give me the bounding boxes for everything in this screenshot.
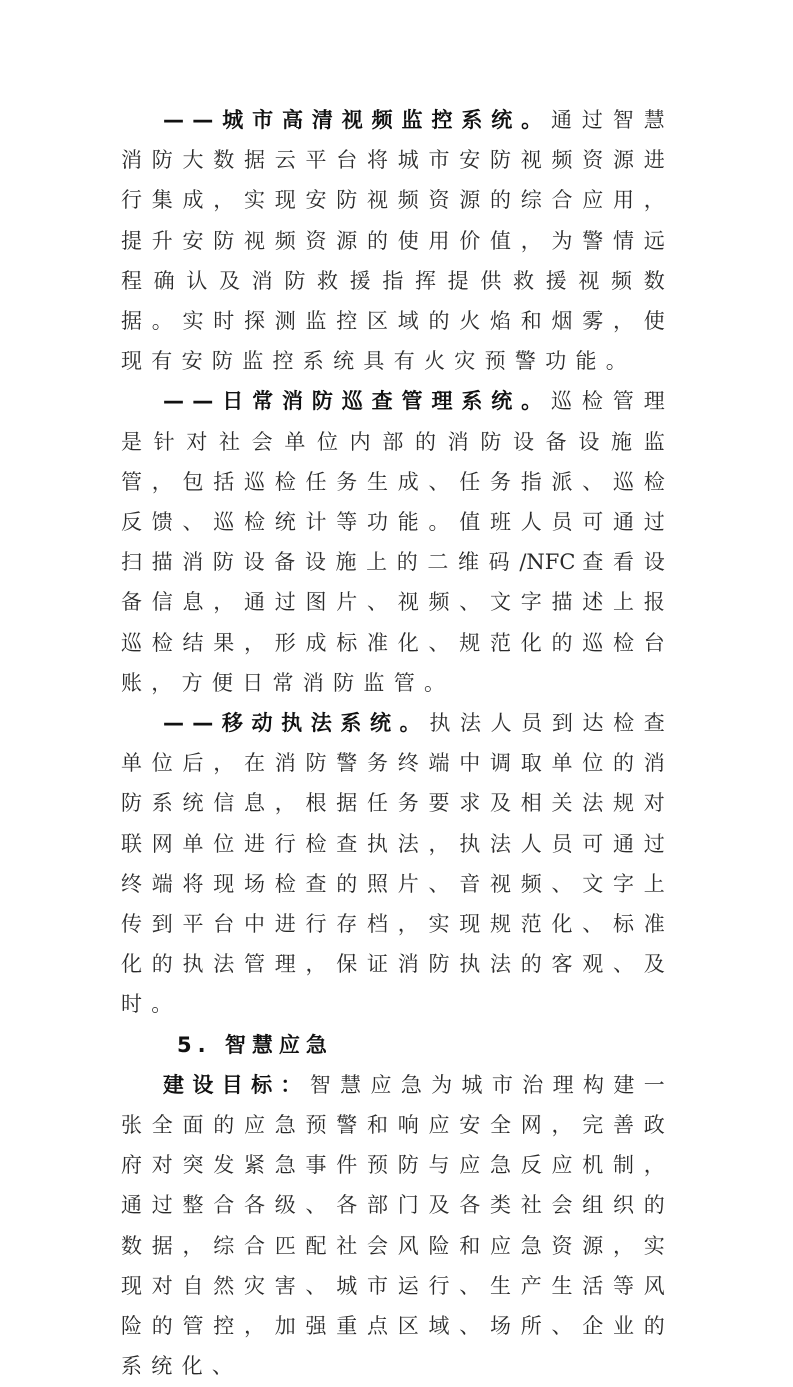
paragraph-lead: 建设目标： [163,1072,310,1097]
section-heading: 5. 智慧应急 [177,1032,333,1057]
paragraph-mobile-enforcement [121,703,674,1025]
paragraph-body: 通过智慧消防大数据云平台将城市安防视频资源进行集成，实现安防视频资源的综合应用，提升安防视频资源的使用价值，为警情远程确认及消防救援指挥提供救援视频数据。实时探测监控区域的火焰和烟雾，使现有安防监控系统具有火灾预警功能。 [121,108,674,374]
paragraph-construction-goal [121,1065,674,1387]
paragraph-body-code: /NFC [519,550,583,575]
paragraph-body: 智慧应急为城市治理构建一张全面的应急预警和响应安全网，完善政府对突发紧急事件预防与应急反应机制，通过整合各级、各部门及各类社会组织的数据，综合匹配社会风险和应急资源，实现对自然灾害、城市运行、生产生活等风险的管控，加强重点区域、场所、企业的系统化、 [121,1072,674,1379]
paragraph-body: 执法人员到达检查单位后，在消防警务终端中调取单位的消防系统信息，根据任务要求及相关法规对联网单位进行检查执法，执法人员可通过终端将现场检查的照片、音视频、文字上传到平台中进行存档，实现规范化、标准化的执法管理，保证消防执法的客观、及时。 [121,711,674,1017]
document-page [121,100,674,1387]
paragraph-body: 巡检管理是针对社会单位内部的消防设备设施监管，包括巡检任务生成、任务指派、巡检反馈、巡检统计等功能。值班人员可通过扫描消防设备设施上的二维码 [121,389,674,575]
paragraph-lead: ——城市高清视频监控系统。 [163,108,552,132]
paragraph-patrol-management [121,381,674,703]
paragraph-lead: ——移动执法系统。 [163,711,430,736]
paragraph-body: 查看设备信息，通过图片、视频、文字描述上报巡检结果，形成标准化、规范化的巡检台账，方便日常消防监管。 [121,550,674,695]
paragraph-video-surveillance [121,100,674,381]
paragraph-lead: ——日常消防巡查管理系统。 [163,389,552,414]
